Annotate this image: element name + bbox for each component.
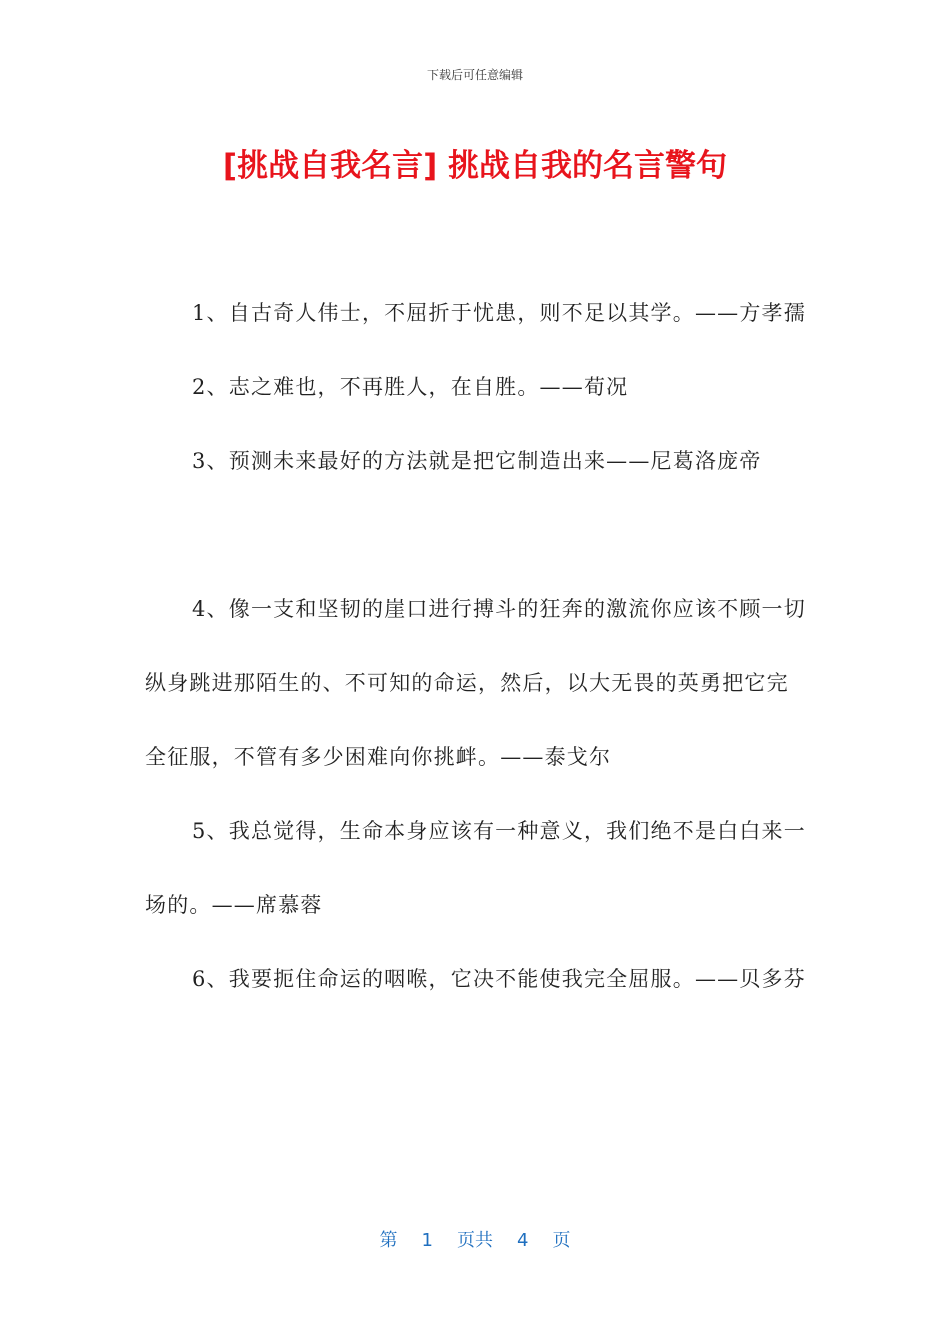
footer-total-pages: 4 bbox=[517, 1230, 529, 1251]
footer-prefix: 第 bbox=[379, 1230, 398, 1251]
document-body bbox=[145, 276, 807, 1016]
quote-paragraph-1: 1、自古奇人伟士，不屈折于忧患，则不足以其学。——方孝孺 bbox=[192, 301, 806, 325]
footer-current-page: 1 bbox=[421, 1230, 433, 1251]
document-title: [挑战自我名言] 挑战自我的名言警句 bbox=[222, 148, 728, 184]
footer-suffix: 页 bbox=[552, 1230, 571, 1251]
quote-paragraph-2: 2、志之难也，不再胜人，在自胜。——荀况 bbox=[192, 375, 629, 399]
page-footer bbox=[0, 1226, 950, 1252]
quote-paragraph-6: 6、我要扼住命运的咽喉，它决不能使我完全屈服。——贝多芬 bbox=[192, 967, 806, 991]
footer-middle: 页共 bbox=[457, 1230, 493, 1251]
quote-paragraph-5: 5、我总觉得，生命本身应该有一种意义，我们绝不是白白来一场的。——席慕蓉 bbox=[145, 819, 806, 917]
quote-paragraph-3: 3、预测未来最好的方法就是把它制造出来——尼葛洛庞帝 bbox=[192, 449, 762, 473]
quote-paragraph-4: 4、像一支和坚韧的崖口进行搏斗的狂奔的激流你应该不顾一切纵身跳进那陌生的、不可知的命运，然后，以大无畏的英勇把它完全征服，不管有多少困难向你挑衅。——泰戈尔 bbox=[145, 597, 806, 769]
header-note: 下载后可任意编辑 bbox=[426, 68, 523, 82]
